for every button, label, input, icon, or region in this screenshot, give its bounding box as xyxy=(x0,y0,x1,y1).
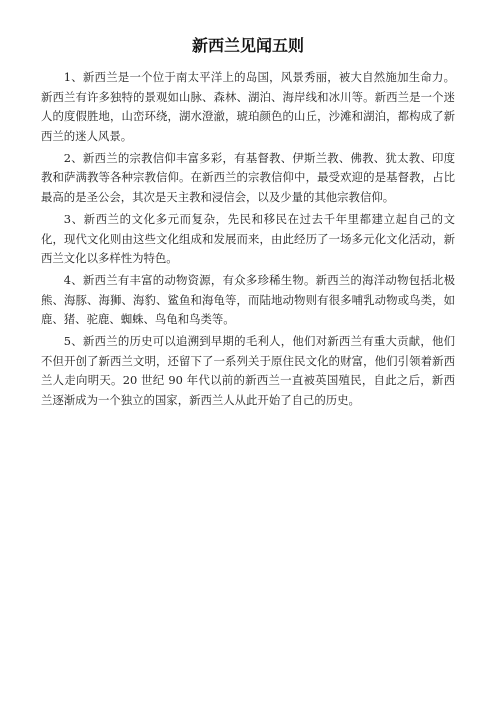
paragraph-3: 3、新西兰的文化多元而复杂，先民和移民在过去千年里都建立起自己的文化，现代文化则由这些文化组成和发展而来，由此经历了一场多元化文化活动，新西兰文化以多样性为特色。 xyxy=(41,211,455,266)
paragraph-5: 5、新西兰的历史可以追溯到早期的毛利人，他们对新西兰有重大贡献，他们不但开创了新西兰文明，还留下了一系列关于原住民文化的财富，他们引领着新西兰人走向明天。20 世纪 90 年代以前的新西兰一直被英国殖民，自此之后，新西兰逐渐成为一个独立的国家，新西兰人从此开始了自己的历史。 xyxy=(41,334,455,408)
paragraph-4: 4、新西兰有丰富的动物资源，有众多珍稀生物。新西兰的海洋动物包括北极熊、海豚、海狮、海豹、鲨鱼和海龟等，而陆地动物则有很多哺乳动物或鸟类，如鹿、猪、驼鹿、蜘蛛、鸟龟和鸟类等。 xyxy=(41,273,455,327)
paragraph-1: 1、新西兰是一个位于南太平洋上的岛国，风景秀丽，被大自然施加生命力。新西兰有许多独特的景观如山脉、森林、湖泊、海岸线和冰川等。新西兰是一个迷人的度假胜地，山峦环绕，湖水澄澈，琥珀颜色的山丘，沙滩和湖泊，都构成了新西兰的迷人风景。 xyxy=(41,70,455,143)
paragraph-2: 2、新西兰的宗教信仰丰富多彩，有基督教、伊斯兰教、佛教、犹太教、印度教和萨满教等各种宗教信仰。在新西兰的宗教信仰中，最受欢迎的是基督教，占比最高的是圣公会，其次是天主教和浸信会，以及少量的其他宗教信仰。 xyxy=(41,150,455,204)
document-title: 新西兰见闻五则 xyxy=(191,36,304,55)
document-body xyxy=(41,68,455,413)
